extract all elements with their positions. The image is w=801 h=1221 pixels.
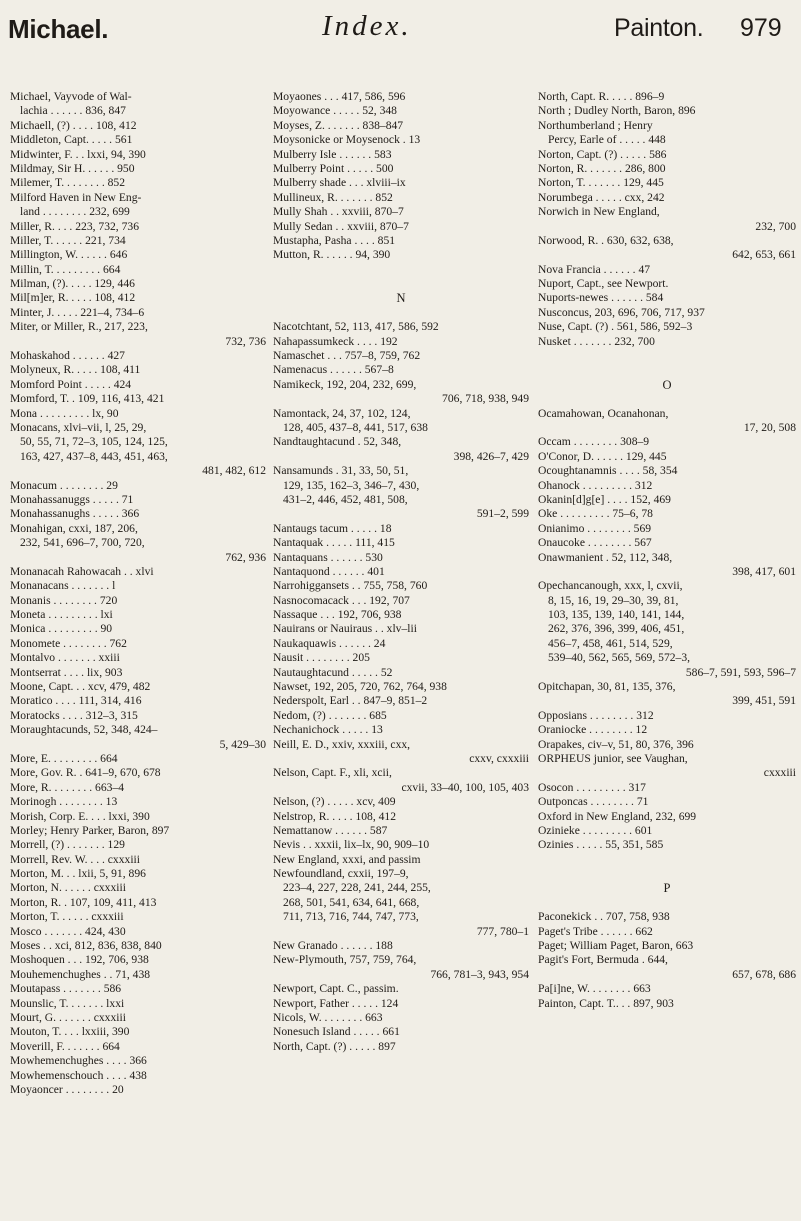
index-entry: 399, 451, 591: [732, 694, 796, 708]
index-entry: Milemer, T. . . . . . . . 852: [10, 176, 126, 190]
index-entry: Painton, Capt. T.. . . 897, 903: [538, 996, 674, 1010]
index-entry: Namikeck, 192, 204, 232, 699,: [273, 377, 417, 391]
index-entry: Ocoughtanamnis . . . . 58, 354: [538, 464, 678, 478]
index-entry: Nusket . . . . . . . 232, 700: [538, 334, 655, 348]
index-entry: Mulberry shade . . . xlviii–ix: [273, 176, 406, 190]
section-letter: P: [663, 881, 671, 896]
index-entry: O'Conor, D. . . . . . 129, 445: [538, 449, 667, 463]
index-entry: 8, 15, 16, 19, 29–30, 39, 81,: [548, 593, 679, 607]
index-entry: Nova Francia . . . . . . 47: [538, 262, 651, 276]
page-number: 979: [740, 14, 782, 42]
index-entry: Michael, Vayvode of Wal-: [10, 90, 132, 103]
index-entry: Mildmay, Sir H. . . . . . 950: [10, 161, 135, 175]
index-entry: 591–2, 599: [476, 507, 529, 521]
index-entry: Mulberry Point . . . . . 500: [273, 161, 394, 175]
index-entry: Middleton, Capt. . . . . 561: [10, 133, 133, 147]
index-entry: Nemattanow . . . . . . 587: [273, 823, 388, 837]
index-entry: Mully Shah . . xxviii, 870–7: [273, 205, 404, 219]
index-entry: Outponcas . . . . . . . . 71: [538, 795, 649, 809]
header-left: Michael.: [8, 14, 109, 44]
index-entry: 762, 936: [225, 550, 266, 564]
index-entry: Monahigan, cxxi, 187, 206,: [10, 521, 138, 535]
index-entry: Neill, E. D., xxiv, xxxiii, cxx,: [273, 737, 411, 751]
section-letter: O: [662, 377, 672, 392]
index-entry: Nantaquak . . . . . 111, 415: [273, 536, 395, 550]
index-entry: Northumberland ; Henry: [538, 118, 653, 132]
spacer: [538, 363, 796, 377]
index-entry: 103, 135, 139, 140, 141, 144,: [548, 608, 685, 622]
index-entry: Ozinieke . . . . . . . . . 601: [538, 823, 653, 837]
index-entry: Norwood, R. . 630, 632, 638,: [538, 233, 674, 247]
index-entry: Mil[m]er, R. . . . . 108, 412: [10, 291, 136, 305]
index-entry: Onawmanient . 52, 112, 348,: [538, 550, 673, 564]
index-entry: Mouton, T. . . . lxxiii, 390: [10, 1025, 130, 1039]
index-entry: Okanin[d]g[e] . . . . 152, 469: [538, 492, 671, 506]
index-entry: Moyaoncer . . . . . . . . 20: [10, 1082, 124, 1096]
index-column-3: [538, 90, 796, 1011]
index-entry: Oxford in New England, 232, 699: [538, 809, 697, 823]
index-entry: cxxv, cxxxiii: [469, 751, 529, 765]
index-entry: Nuports-newes . . . . . . 584: [538, 291, 664, 305]
index-entry: Monanis . . . . . . . . 720: [10, 593, 118, 607]
index-entry: Nicols, W. . . . . . . . 663: [273, 1011, 383, 1024]
index-entry: Newport, Capt. C., passim.: [273, 982, 399, 996]
index-entry: Morton, R. . 107, 109, 411, 413: [10, 895, 157, 909]
index-entry: Ozinies . . . . . 55, 351, 585: [538, 838, 664, 852]
index-entry: Nahapassumkeck . . . . 192: [273, 334, 398, 348]
index-entry: cxxxiii: [763, 766, 796, 780]
index-entry: Mullineux, R. . . . . . . 852: [273, 190, 393, 204]
index-entry: Paget; William Paget, Baron, 663: [538, 939, 694, 953]
index-entry: Moneta . . . . . . . . . lxi: [10, 608, 113, 622]
index-entry: Nasnocomacack . . . 192, 707: [273, 593, 410, 607]
index-entry: Millin, T. . . . . . . . . 664: [10, 262, 121, 276]
index-entry: Morton, M. . . lxii, 5, 91, 896: [10, 867, 146, 881]
index-entry: Pa[i]ne, W. . . . . . . . 663: [538, 982, 651, 996]
index-entry: Milman, (?). . . . . 129, 446: [10, 277, 135, 291]
index-entry: Opitchapan, 30, 81, 135, 376,: [538, 680, 676, 694]
index-entry: 129, 135, 162–3, 346–7, 430,: [283, 478, 420, 492]
index-entry: More, Gov. R. . 641–9, 670, 678: [10, 766, 161, 780]
index-entry: New England, xxxi, and passim: [273, 852, 421, 866]
page-header: [0, 10, 801, 46]
index-entry: Nansamunds . 31, 33, 50, 51,: [273, 464, 409, 478]
index-entry: Naukaquawis . . . . . . 24: [273, 636, 386, 650]
index-entry: 706, 718, 938, 949: [442, 392, 529, 406]
index-entry: Ohanock . . . . . . . . . 312: [538, 478, 653, 492]
index-entry: Moses . . xci, 812, 836, 838, 840: [10, 939, 162, 953]
index-entry: 657, 678, 686: [732, 967, 796, 981]
spacer: [538, 392, 796, 406]
index-entry: Nantaugs tacum . . . . . 18: [273, 521, 392, 535]
index-entry: 711, 713, 716, 744, 747, 773,: [283, 910, 419, 924]
index-entry: Monahassanughs . . . . . 366: [10, 507, 140, 521]
index-entry: 456–7, 458, 461, 514, 529,: [548, 636, 673, 650]
index-entry: Minter, J. . . . . 221–4, 734–6: [10, 305, 145, 319]
spacer: [538, 349, 796, 363]
index-entry: Nandtaughtacund . 52, 348,: [273, 435, 402, 449]
index-entry: Nuse, Capt. (?) . 561, 586, 592–3: [538, 320, 693, 334]
index-entry: Mounslic, T. . . . . . . lxxi: [10, 996, 125, 1010]
index-entry: Newport, Father . . . . . 124: [273, 996, 399, 1010]
index-entry: Momford, T. . 109, 116, 413, 421: [10, 392, 165, 406]
index-entry: Percy, Earle of . . . . . 448: [548, 133, 666, 147]
spacer: [273, 277, 529, 291]
index-entry: Norton, T. . . . . . . 129, 445: [538, 176, 664, 190]
index-entry: 539–40, 562, 565, 569, 572–3,: [548, 651, 691, 665]
index-entry: Norton, Capt. (?) . . . . . 586: [538, 147, 667, 161]
spacer: [538, 896, 796, 910]
index-entry: 642, 653, 661: [732, 248, 796, 262]
index-entry: North, Capt. R. . . . . 896–9: [538, 90, 665, 103]
index-entry: 262, 376, 396, 399, 406, 451,: [548, 622, 685, 636]
index-entry: Morish, Corp. E. . . . lxxi, 390: [10, 809, 150, 823]
index-entry: Miller, R. . . . 223, 732, 736: [10, 219, 139, 233]
index-entry: 398, 417, 601: [732, 564, 796, 578]
index-column-2: [273, 90, 529, 1054]
index-entry: Nawset, 192, 205, 720, 762, 764, 938: [273, 680, 447, 694]
index-entry: lachia . . . . . . 836, 847: [20, 104, 126, 118]
index-entry: 777, 780–1: [476, 924, 529, 938]
index-entry: Moyaones . . . 417, 586, 596: [273, 90, 406, 103]
index-entry: ORPHEUS junior, see Vaughan,: [538, 751, 688, 765]
index-entry: Mulberry Isle . . . . . . 583: [273, 147, 392, 161]
index-entry: Moysonicke or Moysenock . 13: [273, 133, 421, 147]
index-entry: Nelstrop, R. . . . . 108, 412: [273, 809, 397, 823]
index-entry: Mowhemenchughes . . . . 366: [10, 1054, 147, 1068]
index-entry: Norumbega . . . . . cxx, 242: [538, 190, 665, 204]
index-entry: Oraniocke . . . . . . . . 12: [538, 723, 648, 737]
index-entry: Nauirans or Nauiraus . . xlv–lii: [273, 622, 417, 636]
index-entry: Oke . . . . . . . . . 75–6, 78: [538, 507, 653, 521]
index-entry: Moratocks . . . . 312–3, 315: [10, 708, 138, 722]
index-entry: Paget's Tribe . . . . . . 662: [538, 924, 653, 938]
index-entry: Morinogh . . . . . . . . 13: [10, 795, 118, 809]
index-entry: Newfoundland, cxxii, 197–9,: [273, 867, 409, 881]
spacer: [273, 263, 529, 277]
index-entry: Millington, W. . . . . . 646: [10, 248, 128, 262]
index-entry: cxvii, 33–40, 100, 105, 403: [401, 780, 529, 794]
index-entry: Mourt, G. . . . . . . cxxxiii: [10, 1011, 126, 1024]
index-entry: 223–4, 227, 228, 241, 244, 255,: [283, 881, 431, 895]
index-entry: land . . . . . . . . 232, 699: [20, 205, 130, 219]
index-entry: Onaucoke . . . . . . . . 567: [538, 536, 652, 550]
index-entry: Pagit's Fort, Bermuda . 644,: [538, 953, 668, 967]
index-entry: Paconekick . . 707, 758, 938: [538, 910, 670, 924]
index-entry: Norwich in New England,: [538, 205, 660, 219]
index-entry: Molyneux, R. . . . . 108, 411: [10, 363, 141, 377]
index-entry: Mutton, R. . . . . . 94, 390: [273, 248, 391, 262]
index-entry: Monanacans . . . . . . . l: [10, 579, 116, 593]
index-entry: Morley; Henry Parker, Baron, 897: [10, 823, 170, 837]
spacer: [538, 853, 796, 867]
index-entry: 232, 541, 696–7, 700, 720,: [20, 536, 145, 550]
index-entry: Moone, Capt. . . xcv, 479, 482: [10, 680, 151, 694]
index-entry: 398, 426–7, 429: [453, 449, 529, 463]
header-center: Index.: [322, 10, 412, 42]
index-entry: Mona . . . . . . . . . lx, 90: [10, 406, 119, 420]
index-entry: Onianimo . . . . . . . . 569: [538, 521, 652, 535]
index-entry: Monacum . . . . . . . . 29: [10, 478, 118, 492]
section-letter: N: [396, 291, 406, 306]
index-entry: Nedom, (?) . . . . . . . 685: [273, 708, 387, 722]
index-entry: Monahassanuggs . . . . . 71: [10, 492, 134, 506]
index-entry: Nevis . . xxxii, lix–lx, 90, 909–10: [273, 838, 430, 852]
index-entry: Nelson, Capt. F., xli, xcii,: [273, 766, 392, 780]
index-entry: Opechancanough, xxx, l, cxvii,: [538, 579, 683, 593]
index-entry: Nacotchtant, 52, 113, 417, 586, 592: [273, 320, 439, 334]
index-entry: Morton, N. . . . . . cxxxiii: [10, 881, 126, 895]
index-entry: Miter, or Miller, R., 217, 223,: [10, 320, 148, 334]
index-entry: Morrell, Rev. W. . . . cxxxiii: [10, 852, 140, 866]
index-entry: 268, 501, 541, 634, 641, 668,: [283, 895, 420, 909]
index-entry: Mowhemenschouch . . . . 438: [10, 1068, 147, 1082]
index-entry: Narrohiggansets . . 755, 758, 760: [273, 579, 428, 593]
index-entry: Nederspolt, Earl . . 847–9, 851–2: [273, 694, 428, 708]
index-entry: Montserrat . . . . lix, 903: [10, 665, 123, 679]
index-entry: Ocamahowan, Ocanahonan,: [538, 406, 669, 420]
index-entry: Orapakes, civ–v, 51, 80, 376, 396: [538, 737, 694, 751]
index-entry: Namontack, 24, 37, 102, 124,: [273, 406, 411, 420]
index-entry: Occam . . . . . . . . 308–9: [538, 435, 650, 449]
index-entry: Nelson, (?) . . . . . xcv, 409: [273, 795, 396, 809]
index-entry: Moverill, F. . . . . . . 664: [10, 1039, 120, 1053]
index-entry: Morton, T. . . . . . cxxxiii: [10, 910, 124, 924]
index-entry: 431–2, 446, 452, 481, 508,: [283, 492, 408, 506]
index-entry: 5, 429–30: [219, 737, 266, 751]
index-entry: Milford Haven in New Eng-: [10, 190, 142, 204]
index-entry: 17, 20, 508: [743, 420, 796, 434]
index-entry: Mully Sedan . . xxviii, 870–7: [273, 219, 409, 233]
index-entry: Nantaquans . . . . . . 530: [273, 550, 383, 564]
index-entry: Namaschet . . . 757–8, 759, 762: [273, 349, 421, 363]
index-entry: Monica . . . . . . . . . 90: [10, 622, 113, 636]
index-entry: Moraughtacunds, 52, 348, 424–: [10, 723, 158, 737]
index-entry: Monomete . . . . . . . . 762: [10, 636, 127, 650]
index-entry: 128, 405, 437–8, 441, 517, 638: [283, 420, 428, 434]
index-entry: Norton, R. . . . . . . 286, 800: [538, 161, 666, 175]
index-entry: Michaell, (?) . . . . 108, 412: [10, 118, 137, 132]
index-entry: Nechanichock . . . . . 13: [273, 723, 383, 737]
index-entry: Nusconcus, 203, 696, 706, 717, 937: [538, 305, 705, 319]
header-right: Painton.: [614, 14, 704, 42]
index-entry: Mosco . . . . . . . 424, 430: [10, 924, 126, 938]
index-entry: Moyowance . . . . . 52, 348: [273, 104, 397, 118]
index-entry: Nantaquond . . . . . . 401: [273, 564, 385, 578]
index-entry: Morrell, (?) . . . . . . . 129: [10, 838, 125, 852]
index-entry: Moshoquen . . . 192, 706, 938: [10, 953, 149, 967]
index-entry: Nuport, Capt., see Newport.: [538, 277, 669, 291]
index-entry: Nautaughtacund . . . . . 52: [273, 665, 393, 679]
index-entry: 232, 700: [755, 219, 796, 233]
index-entry: Opposians . . . . . . . . 312: [538, 708, 654, 722]
index-entry: Monanacah Rahowacah . . xlvi: [10, 564, 154, 578]
index-entry: Midwinter, F. . . lxxi, 94, 390: [10, 147, 146, 161]
index-entry: Moutapass . . . . . . . 586: [10, 982, 122, 996]
index-entry: New Granado . . . . . . 188: [273, 939, 393, 953]
index-entry: Montalvo . . . . . . . xxiii: [10, 651, 120, 665]
index-entry: 163, 427, 437–8, 443, 451, 463,: [20, 449, 168, 463]
index-entry: 586–7, 591, 593, 596–7: [685, 665, 796, 679]
index-entry: Nassaque . . . 192, 706, 938: [273, 608, 402, 622]
index-entry: 732, 736: [225, 334, 266, 348]
index-entry: Miller, T. . . . . . 221, 734: [10, 233, 126, 247]
index-entry: North, Capt. (?) . . . . . 897: [273, 1039, 396, 1053]
index-entry: Moyses, Z. . . . . . . 838–847: [273, 118, 404, 132]
index-entry: 481, 482, 612: [202, 464, 266, 478]
index-entry: Mustapha, Pasha . . . . 851: [273, 233, 396, 247]
index-entry: 50, 55, 71, 72–3, 105, 124, 125,: [20, 435, 168, 449]
index-entry: 766, 781–3, 943, 954: [430, 967, 529, 981]
index-entry: Nausit . . . . . . . . 205: [273, 651, 370, 665]
index-entry: Mohaskahod . . . . . . 427: [10, 349, 125, 363]
index-entry: Monacans, xlvi–vii, l, 25, 29,: [10, 420, 147, 434]
index-entry: Namenacus . . . . . . 567–8: [273, 363, 394, 377]
index-entry: Moratico . . . . 111, 314, 416: [10, 694, 142, 708]
spacer: [273, 306, 529, 320]
index-entry: More, E. . . . . . . . . 664: [10, 751, 118, 765]
index-entry: More, R. . . . . . . . 663–4: [10, 780, 125, 794]
index-entry: Momford Point . . . . . 424: [10, 377, 132, 391]
index-entry: Nonesuch Island . . . . . 661: [273, 1025, 400, 1039]
index-column-1: [10, 90, 266, 1097]
spacer: [538, 867, 796, 881]
index-entry: Mouhemenchughes . . 71, 438: [10, 967, 151, 981]
index-entry: New-Plymouth, 757, 759, 764,: [273, 953, 417, 967]
index-entry: Osocon . . . . . . . . . 317: [538, 780, 646, 794]
index-entry: North ; Dudley North, Baron, 896: [538, 104, 696, 118]
